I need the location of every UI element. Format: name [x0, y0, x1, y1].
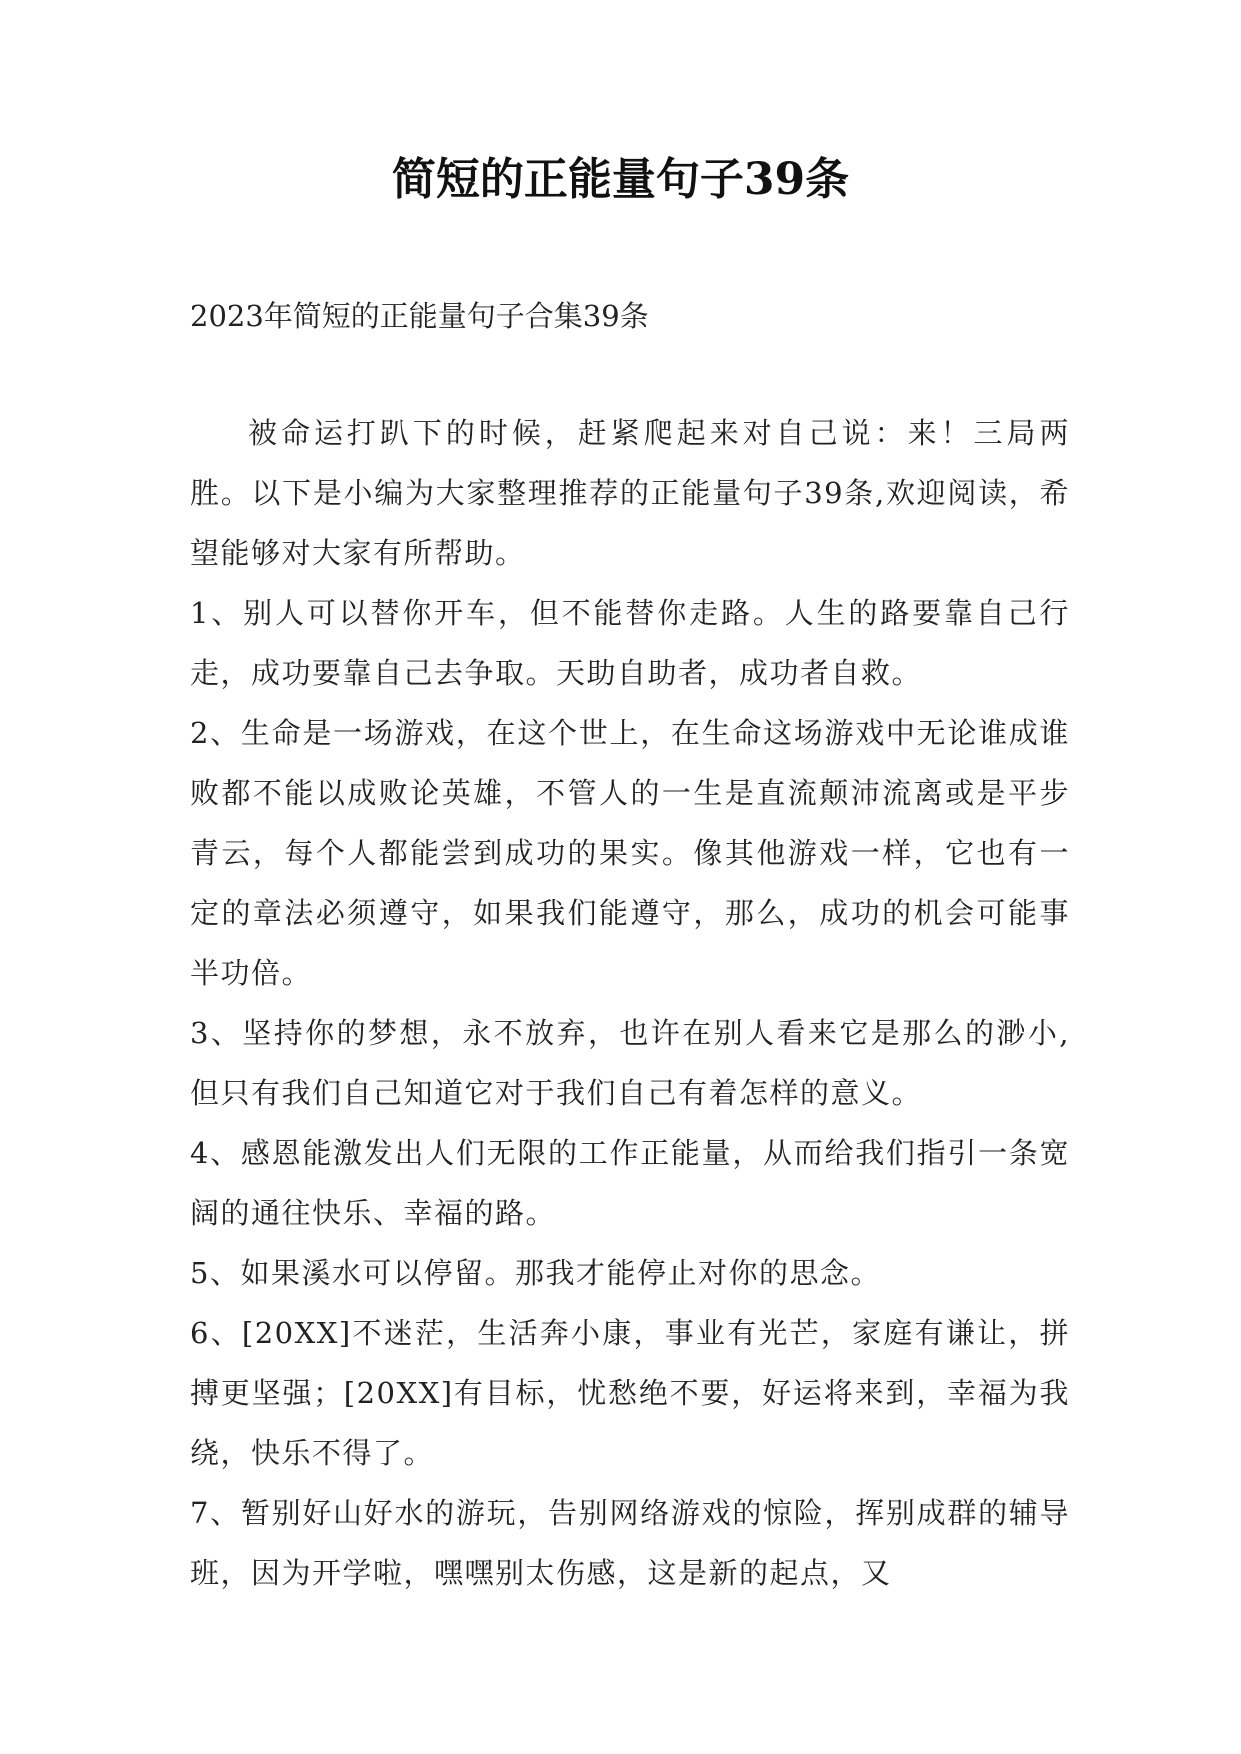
intro-paragraph: 被命运打趴下的时候，赶紧爬起来对自己说：来！三局两胜。以下是小编为大家整理推荐的正能量句子39条,欢迎阅读，希望能够对大家有所帮助。	[190, 416, 1070, 570]
list-item: 7、暂别好山好水的游玩，告别网络游戏的惊险，挥别成群的辅导班，因为开学啦，嘿嘿别太伤感，这是新的起点，又	[190, 1496, 1070, 1590]
list-item: 1、别人可以替你开车，但不能替你走路。人生的路要靠自己行走，成功要靠自己去争取。天助自助者，成功者自救。	[190, 596, 1070, 690]
list-item: 4、感恩能激发出人们无限的工作正能量，从而给我们指引一条宽阔的通往快乐、幸福的路。	[190, 1136, 1070, 1230]
list-item: 2、生命是一场游戏，在这个世上，在生命这场游戏中无论谁成谁败都不能以成败论英雄，不管人的一生是直流颠沛流离或是平步青云，每个人都能尝到成功的果实。像其他游戏一样，它也有一定的章法必须遵守，如果我们能遵守，那么，成功的机会可能事半功倍。	[190, 716, 1070, 990]
list-item: 3、坚持你的梦想，永不放弃，也许在别人看来它是那么的渺小,但只有我们自己知道它对于我们自己有着怎样的意义。	[190, 1016, 1070, 1110]
document-subtitle: 2023年简短的正能量句子合集39条	[190, 299, 649, 333]
list-item: 5、如果溪水可以停留。那我才能停止对你的思念。	[190, 1256, 881, 1290]
document-title: 简短的正能量句子39条	[391, 154, 850, 205]
document-body	[190, 403, 1070, 1603]
list-item: 6、[20XX]不迷茫，生活奔小康，事业有光芒，家庭有谦让，拼搏更坚强；[20XX]有目标，忧愁绝不要，好运将来到，幸福为我绕，快乐不得了。	[190, 1316, 1070, 1470]
